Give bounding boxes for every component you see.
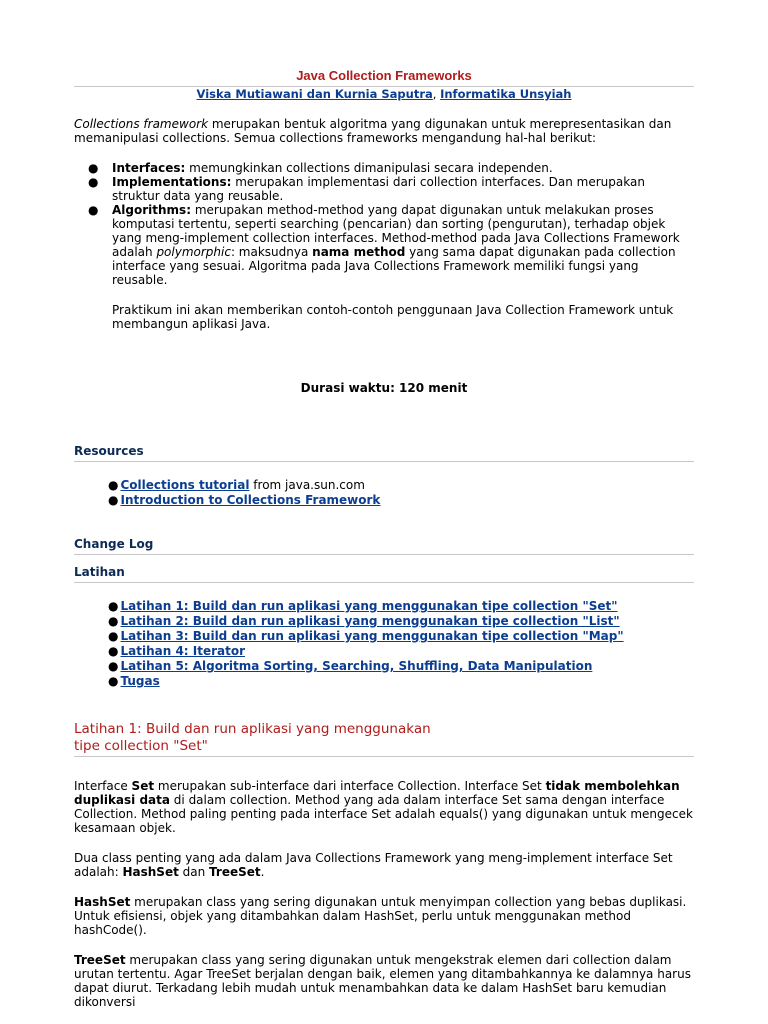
- section-1-heading: [74, 721, 694, 757]
- treeset-paragraph: [74, 953, 694, 1009]
- document-page: [74, 66, 694, 1009]
- bullet-icon: ●: [88, 175, 99, 189]
- authors-link[interactable]: Viska Mutiawani dan Kurnia Saputra: [196, 87, 433, 101]
- bullet-strong: nama method: [312, 245, 406, 259]
- duration-text: Durasi waktu: 120 menit: [300, 381, 468, 395]
- bullet-icon: ●: [108, 629, 119, 643]
- strong-text: HashSet: [122, 865, 179, 879]
- text-run: di dalam collection. Method yang ada dalam interface Set sama dengan interface Collection. Method paling penting pada interface Set adalah equals() yang digunakan untuk mengecek kesamaan objek.: [74, 793, 693, 835]
- strong-text: Set: [131, 779, 155, 793]
- latihan-list: [74, 599, 694, 689]
- tugas-link[interactable]: Tugas: [120, 674, 160, 688]
- bullet-text: merupakan implementasi dari collection interfaces. Dan merupakan struktur data yang reusable.: [112, 175, 645, 203]
- intro-emphasis: Collections framework: [74, 117, 209, 131]
- list-item: [74, 493, 694, 508]
- changelog-heading: Change Log: [74, 537, 694, 555]
- bullet-icon: ●: [108, 644, 119, 658]
- latihan-3-link[interactable]: Latihan 3: Build dan run aplikasi yang menggunakan tipe collection "Map": [120, 629, 624, 643]
- latihan-5-link[interactable]: Latihan 5: Algoritma Sorting, Searching, Shuffling, Data Manipulation: [120, 659, 593, 673]
- intro-text: merupakan bentuk algoritma yang digunakan untuk merepresentasikan dan memanipulasi collections. Semua collections frameworks mengandung hal-hal berikut:: [74, 117, 672, 145]
- latihan-1-link[interactable]: Latihan 1: Build dan run aplikasi yang menggunakan tipe collection "Set": [120, 599, 618, 613]
- text-run: Dua class penting yang ada dalam Java Collections Framework yang meng-implement interface Set adalah:: [74, 851, 673, 879]
- list-item: [74, 175, 694, 203]
- list-item: [74, 674, 694, 689]
- list-item: [74, 614, 694, 629]
- bullet-icon: ●: [108, 614, 119, 628]
- authors-line: [74, 86, 694, 101]
- list-item: [74, 161, 694, 175]
- latihan-2-link[interactable]: Latihan 2: Build dan run aplikasi yang menggunakan tipe collection "List": [120, 614, 620, 628]
- text-run: .: [260, 865, 265, 879]
- bullet-text: : maksudnya: [230, 245, 313, 259]
- bullet-icon: ●: [108, 493, 119, 507]
- bullet-icon: ●: [108, 674, 119, 688]
- list-item: [74, 644, 694, 659]
- text-run: merupakan class yang sering digunakan untuk menyimpan collection yang bebas duplikasi. Untuk efisiensi, objek yang ditambahkan dalam HashSet, perlu untuk menggunakan method hashCode().: [74, 895, 687, 937]
- latihan-heading: Latihan: [74, 565, 694, 583]
- section-1-body: [74, 779, 694, 1009]
- bullet-term: Algorithms:: [112, 203, 191, 217]
- bullet-icon: ●: [88, 161, 99, 175]
- praktikum-paragraph: Praktikum ini akan memberikan contoh-contoh penggunaan Java Collection Framework untuk membangun aplikasi Java.: [112, 303, 674, 331]
- latihan-4-link[interactable]: Latihan 4: Iterator: [120, 644, 246, 658]
- text-run: merupakan sub-interface dari interface Collection. Interface Set: [154, 779, 546, 793]
- bullet-text: memungkinkan collections dimanipulasi secara independen.: [185, 161, 553, 175]
- section-1-heading-line1: Latihan 1: Build dan run aplikasi yang menggunakan: [74, 721, 431, 737]
- link-suffix: from java.sun.com: [249, 478, 365, 492]
- section-1-heading-line2: tipe collection "Set": [74, 738, 208, 754]
- hashset-paragraph: [74, 895, 694, 937]
- intro-paragraph: [74, 117, 694, 145]
- bullet-text: yang sama dapat digunakan pada collection interface yang sesuai. Algoritma pada Java Collections Framework memiliki fungsi yang reusable.: [112, 245, 676, 287]
- list-item: [74, 629, 694, 644]
- implementations-paragraph: [74, 851, 694, 879]
- strong-text: HashSet: [74, 895, 131, 909]
- institution-link[interactable]: Informatika Unsyiah: [440, 87, 572, 101]
- list-item: [74, 659, 694, 674]
- bullet-icon: ●: [108, 478, 119, 492]
- list-item: [74, 478, 694, 493]
- collections-tutorial-link[interactable]: Collections tutorial: [120, 478, 250, 492]
- list-item: [74, 599, 694, 614]
- bullet-icon: ●: [108, 599, 119, 613]
- text-run: merupakan class yang sering digunakan untuk mengekstrak elemen dari collection dalam urutan tertentu. Agar TreeSet berjalan dengan baik, elemen yang ditambahkannya ke dalamnya harus dapat diurut. Terkadang lebih mudah untuk menambahkan data ke dalam HashSet baru kemudian dikonversi: [74, 953, 691, 1009]
- text-run: dan: [178, 865, 210, 879]
- authors-separator: ,: [432, 87, 441, 101]
- bullet-emphasis: polymorphic: [156, 245, 231, 259]
- strong-text: TreeSet: [209, 865, 261, 879]
- page-title: Java Collection Frameworks: [296, 68, 472, 83]
- list-item: [74, 203, 694, 287]
- resources-heading: Resources: [74, 444, 694, 462]
- strong-text: TreeSet: [74, 953, 126, 967]
- bullet-icon: ●: [88, 203, 99, 217]
- set-paragraph: [74, 779, 694, 835]
- strong-text: tidak membolehkan duplikasi data: [74, 779, 680, 807]
- resources-list: [74, 478, 694, 508]
- text-run: Interface: [74, 779, 132, 793]
- bullet-text: merupakan method-method yang dapat digunakan untuk melakukan proses komputasi tertentu, seperti searching (pencarian) dan sorting (pengurutan), terhadap objek yang meng-implement collection interfaces. Method-method pada Java Collections Framework adalah: [112, 203, 680, 259]
- bullet-term: Interfaces:: [112, 161, 186, 175]
- bullet-term: Implementations:: [112, 175, 232, 189]
- framework-components-list: [74, 161, 694, 287]
- introduction-link[interactable]: Introduction to Collections Framework: [120, 493, 381, 507]
- bullet-icon: ●: [108, 659, 119, 673]
